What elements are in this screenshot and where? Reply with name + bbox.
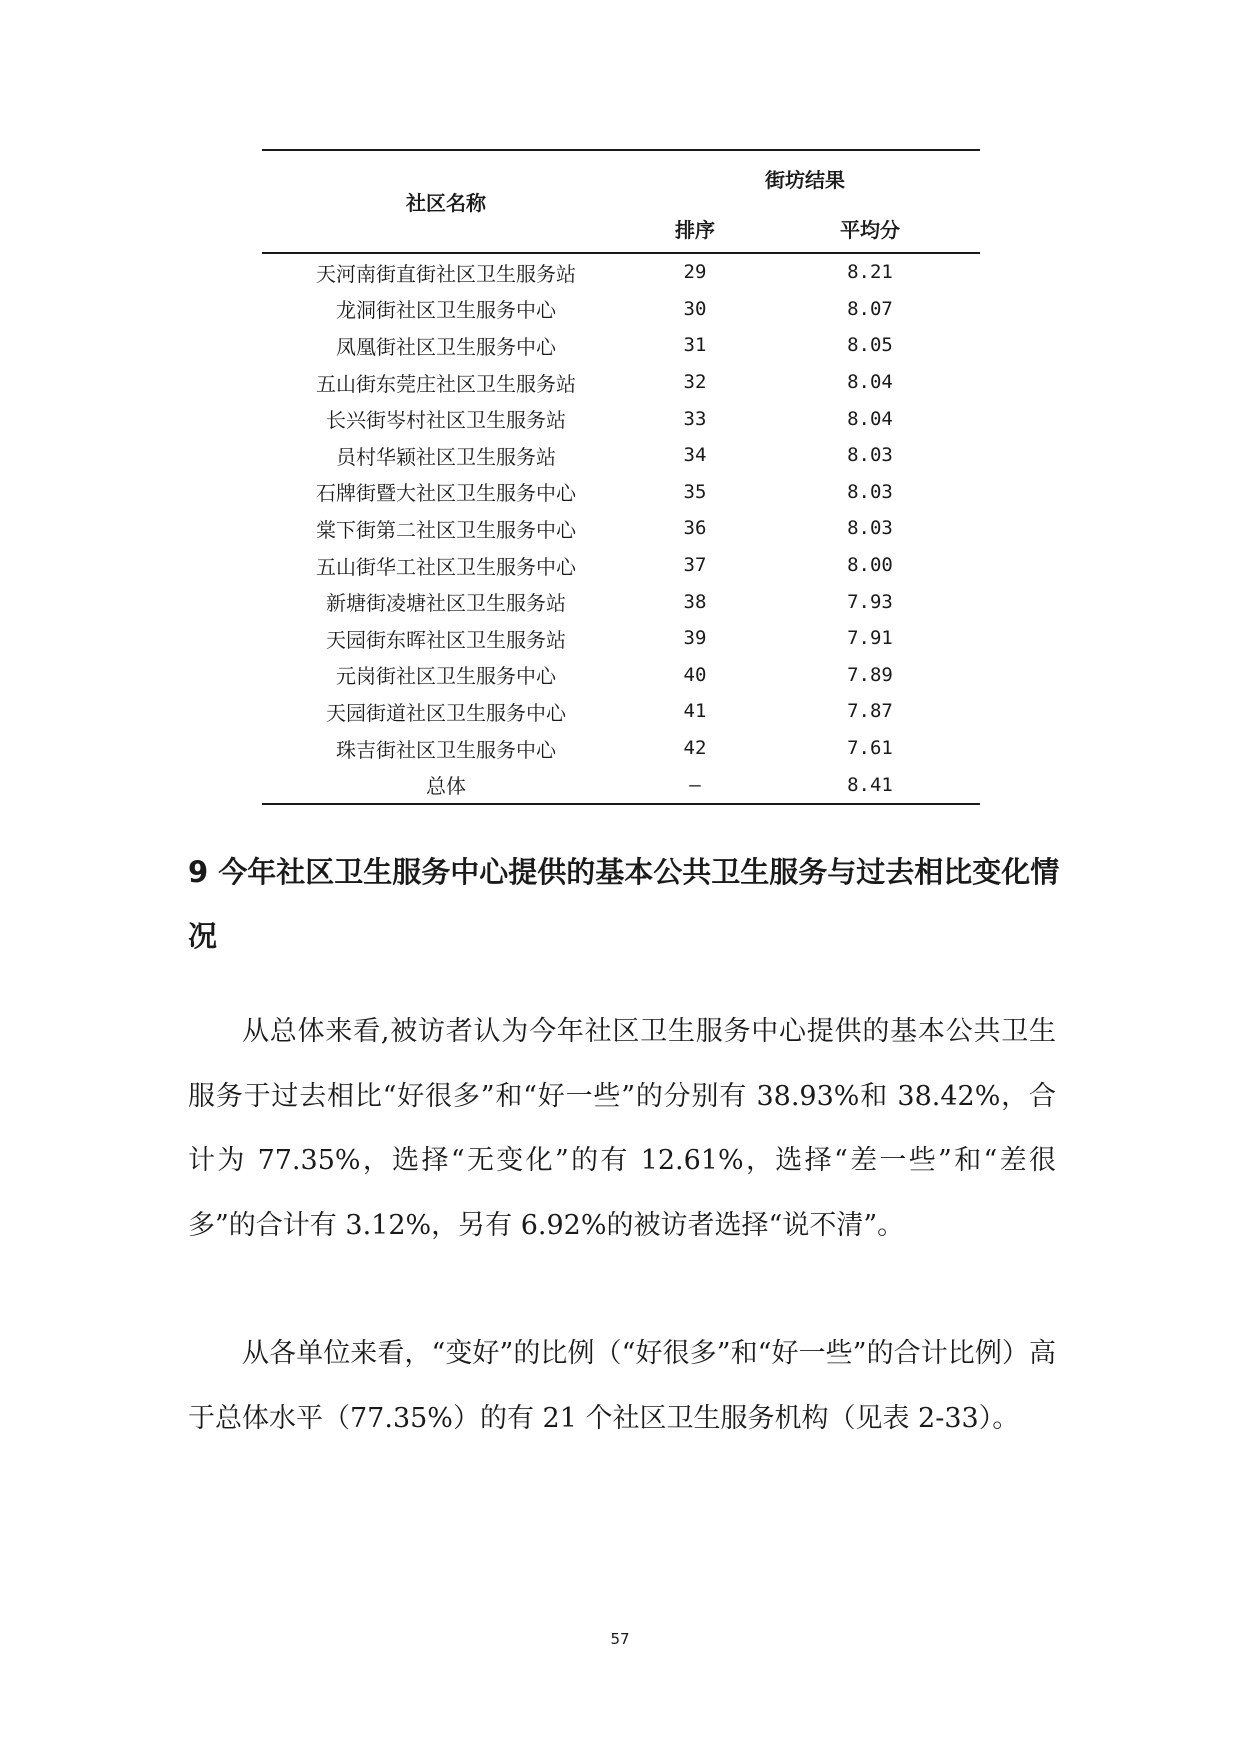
table-body [262,253,980,804]
cell-community-name: 龙洞街社区卫生服务中心 [336,298,556,323]
cell-community-name: 棠下街第二社区卫生服务中心 [316,517,576,542]
cell-rank: 34 [683,444,707,467]
cell-rank: 38 [683,590,707,613]
cell-community-name: 凤凰街社区卫生服务中心 [336,334,556,359]
cell-community-name: 新塘街凌塘社区卫生服务站 [326,591,566,616]
cell-rank: 29 [683,261,707,284]
cell-rank: 32 [683,371,707,394]
cell-rank: 33 [683,407,707,430]
table-row [262,620,980,657]
cell-average: 7.87 [847,700,893,723]
cell-community-name: 五山街东莞庄社区卫生服务站 [316,371,576,396]
cell-community-name: 总体 [262,766,630,804]
header-rank: 排序 [675,218,715,242]
header-community-name: 社区名称 [406,191,486,215]
table-row [262,327,980,364]
cell-rank: 30 [683,297,707,320]
paragraph-units: 从各单位来看，“变好”的比例（“好很多”和“好一些”的合计比例）高于总体水平（77.35%）的有 21 个社区卫生服务机构（见表 2-33）。 [188,1338,1056,1434]
page-number: 57 [610,1630,630,1648]
paragraph-overall: 从总体来看,被访者认为今年社区卫生服务中心提供的基本公共卫生服务于过去相比“好很多”和“好一些”的分别有 38.93%和 38.42%，合计为 77.35%，选择“无变化”的有 12.61%，选择“差一些”和“差很多”的合计有 3.12%，另有 6.92%的被访者选择“说不清”。 [188,1016,1056,1241]
table-row [262,693,980,730]
cell-rank: 36 [683,517,707,540]
table-row [262,253,980,291]
cell-average: 8.07 [847,297,893,320]
table-row [262,437,980,474]
table-row [262,583,980,620]
cell-rank: 40 [683,663,707,686]
cell-average: 8.04 [847,407,893,430]
table-row [262,474,980,511]
table-row [262,400,980,437]
cell-average: 8.05 [847,334,893,357]
table-row [262,547,980,584]
cell-average: 8.21 [847,261,893,284]
cell-rank: 35 [683,480,707,503]
section-title: 9 今年社区卫生服务中心提供的基本公共卫生服务与过去相比变化情况 [188,855,1060,953]
cell-rank: 42 [683,737,707,760]
header-group-result: 街坊结果 [765,167,845,192]
cell-average: 8.41 [760,766,980,804]
cell-average: 8.00 [847,554,893,577]
cell-average: 7.61 [847,737,893,760]
cell-community-name: 员村华颖社区卫生服务站 [336,444,556,469]
header-average: 平均分 [840,218,900,242]
cell-community-name: 珠吉街社区卫生服务中心 [336,737,556,762]
table-row [262,730,980,767]
table-header [262,150,980,253]
cell-community-name: 五山街华工社区卫生服务中心 [316,554,576,579]
cell-average: 7.91 [847,627,893,650]
table-row [262,291,980,328]
cell-community-name: 长兴街岑村社区卫生服务站 [326,408,566,433]
cell-average: 7.89 [847,663,893,686]
table-row [262,766,980,804]
cell-community-name: 天园街道社区卫生服务中心 [326,700,566,725]
cell-rank: 39 [683,627,707,650]
ranking-table [262,149,980,805]
cell-average: 7.93 [847,590,893,613]
cell-community-name: 石牌街暨大社区卫生服务中心 [316,481,576,506]
cell-rank: 37 [683,554,707,577]
cell-rank: 41 [683,700,707,723]
cell-average: 8.04 [847,371,893,394]
cell-rank: 31 [683,334,707,357]
cell-community-name: 天园街东晖社区卫生服务站 [326,627,566,652]
cell-community-name: 元岗街社区卫生服务中心 [336,664,556,689]
cell-average: 8.03 [847,444,893,467]
cell-rank: — [630,766,760,804]
cell-average: 8.03 [847,480,893,503]
cell-average: 8.03 [847,517,893,540]
table-row [262,657,980,694]
table-row [262,510,980,547]
table-row [262,364,980,401]
cell-community-name: 天河南街直街社区卫生服务站 [316,261,576,286]
